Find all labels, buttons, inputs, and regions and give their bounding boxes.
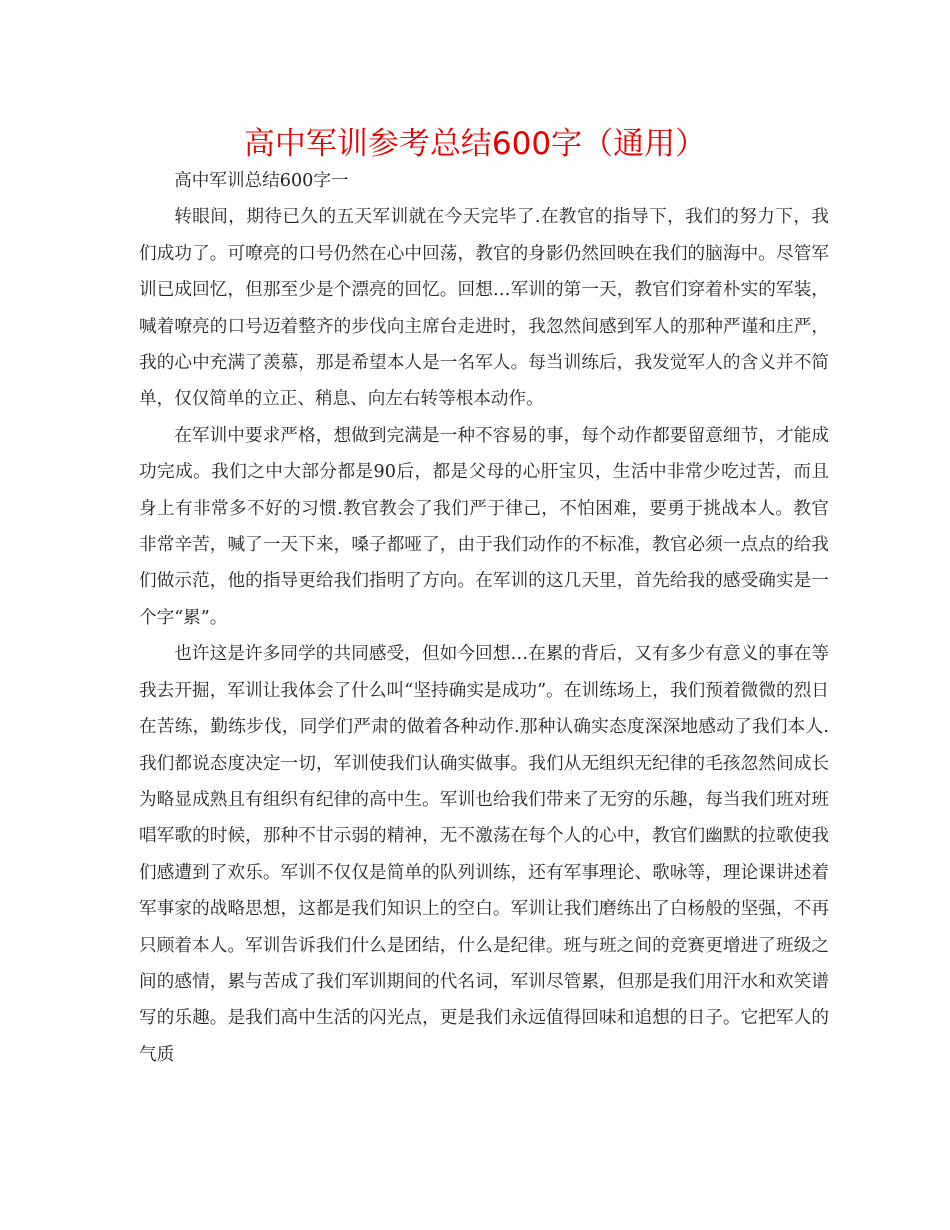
document-title: 高中军训参考总结600字（通用） <box>243 126 707 162</box>
document-body <box>139 163 829 1073</box>
paragraph: 也许这是许多同学的共同感受，但如今回想…在累的背后，又有多少有意义的事在等我去开掘，军训让我体会了什么叫“坚持确实是成功”。在训练场上，我们预着微微的烈日在苦练，勤练步伐，同学们严肃的做着各种动作.那种认确实态度深深地感动了我们本人.我们都说态度决定一切，军训使我们认确实做事。我们从无组织无纪律的毛孩忽然间成长为略显成熟且有组织有纪律的高中生。军训也给我们带来了无穷的乐趣，每当我们班对班唱军歌的时候，那种不甘示弱的精神，无不激荡在每个人的心中，教官们幽默的拉歌使我们感遭到了欢乐。军训不仅仅是简单的队列训练，还有军事理论、歌咏等，理论课讲述着军事家的战略思想，这都是我们知识上的空白。军训让我们磨练出了白杨般的坚强，不再只顾着本人。军训告诉我们什么是团结，什么是纪律。班与班之间的竞赛更增进了班级之间的感情，累与苦成了我们军训期间的代名词，军训尽管累，但那是我们用汗水和欢笑谱写的乐趣。是我们高中生活的闪光点，更是我们永远值得回味和追想的日子。它把军人的气质 <box>139 644 829 1065</box>
paragraph: 在军训中要求严格，想做到完满是一种不容易的事，每个动作都要留意细节，才能成功完成。我们之中大部分都是90后，都是父母的心肝宝贝，生活中非常少吃过苦，而且身上有非常多不好的习惯.教官教会了我们严于律己，不怕困难，要勇于挑战本人。教官非常辛苦，喊了一天下来，嗓子都哑了，由于我们动作的不标准，教官必须一点点的给我们做示范，他的指导更给我们指明了方向。在军训的这几天里，首先给我的感受确实是一个字“累”。 <box>139 425 829 628</box>
paragraph: 转眼间，期待已久的五天军训就在今天完毕了.在教官的指导下，我们的努力下，我们成功了。可嘹亮的口号仍然在心中回荡，教官的身影仍然回映在我们的脑海中。尽管军训已成回忆，但那至少是个漂亮的回忆。回想…军训的第一天，教官们穿着朴实的军装，喊着嘹亮的口号迈着整齐的步伐向主席台走进时，我忽然间感到军人的那种严谨和庄严，我的心中充满了羡慕，那是希望本人是一名军人。每当训练后，我发觉军人的含义并不简单，仅仅简单的立正、稍息、向左右转等根本动作。 <box>139 207 829 410</box>
document-subtitle: 高中军训总结600字一 <box>174 171 349 191</box>
